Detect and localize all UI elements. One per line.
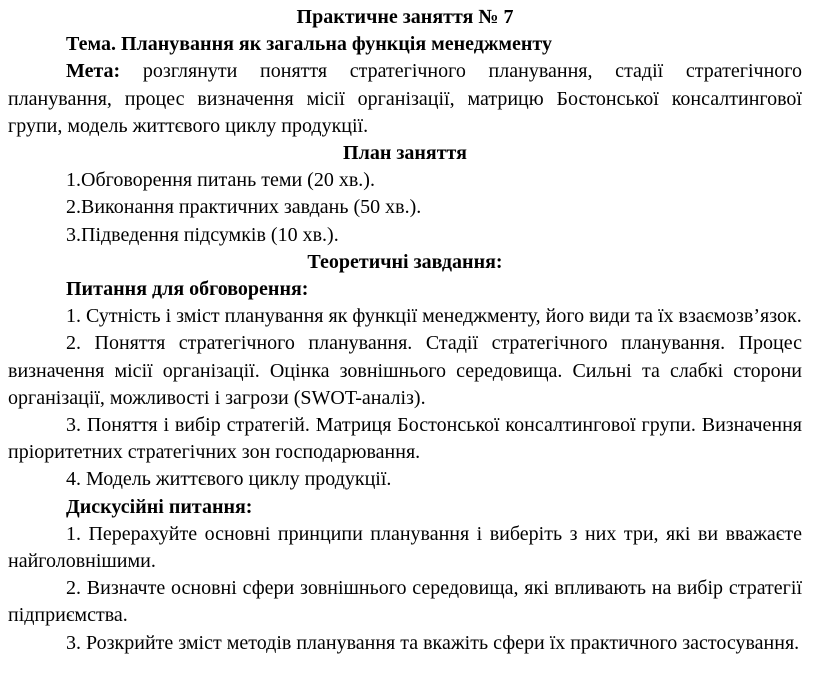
discussion-item: 1. Перерахуйте основні принципи планування і виберіть з них три, які ви вважаєте найголовнішими. [8, 522, 802, 573]
question-item: 3. Поняття і вибір стратегій. Матриця Бостонської консалтингової групи. Визначення пріоритетних стратегічних зон господарювання. [8, 414, 802, 464]
questions-heading: Питання для обговорення: [66, 278, 309, 301]
plan-item: 1.Обговорення питань теми (20 хв.). [66, 169, 375, 192]
goal-text: розглянути поняття стратегічного планування, стадії стратегічного планування, процес визначення місії організації, матрицю Бостонської консалтингової групи, модель життєвого циклу продукції. [8, 60, 802, 137]
page-title: Практичне заняття № 7 [296, 6, 514, 28]
discussion-item: 2. Визначте основні сфери зовнішнього середовища, які впливають на вибір стратегії підприємства. [8, 577, 802, 627]
question-item: 1. Сутність і зміст планування як функції менеджменту, його види та їх взаємозв’язок. [66, 305, 802, 328]
theory-heading: Теоретичні завдання: [307, 250, 503, 273]
question-item: 2. Поняття стратегічного планування. Стадії стратегічного планування. Процес визначення місії організації. Оцінка зовнішнього середовища. Сильні та слабкі сторони організації, можливості і загрози (SWOT-аналіз). [8, 332, 802, 409]
discussion-item: 3. Розкрийте зміст методів планування та вкажіть сфери їх практичного застосування. [66, 631, 800, 654]
question-item: 4. Модель життєвого циклу продукції. [66, 468, 392, 491]
plan-item: 3.Підведення підсумків (10 хв.). [66, 223, 339, 246]
plan-heading: План заняття [343, 142, 467, 165]
plan-item: 2.Виконання практичних завдань (50 хв.). [66, 196, 422, 219]
goal-paragraph [8, 58, 802, 140]
topic-line: Тема. Планування як загальна функція менеджменту [66, 33, 552, 56]
goal-label: Мета: [66, 60, 121, 83]
discussion-heading: Дискусійні питання: [66, 495, 253, 518]
